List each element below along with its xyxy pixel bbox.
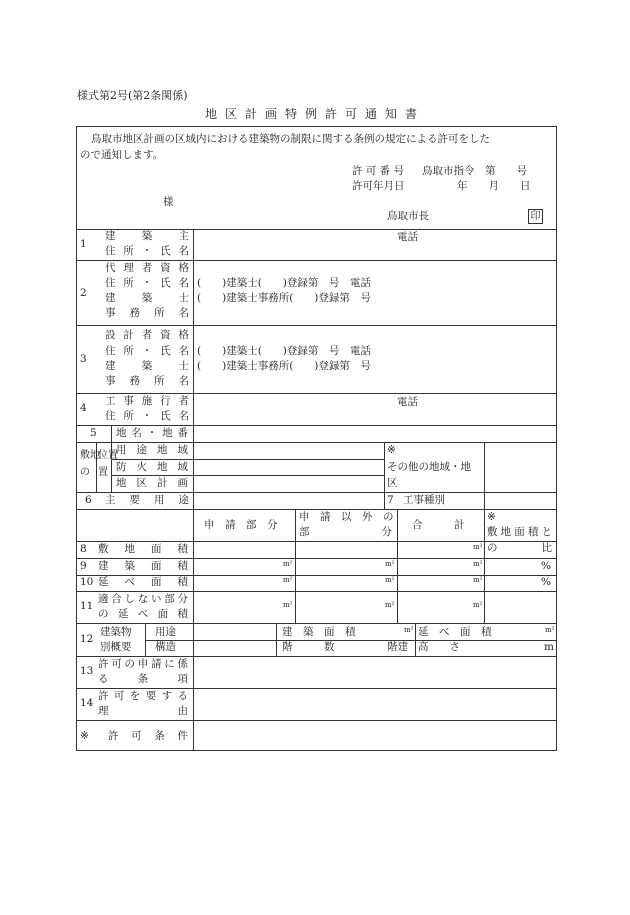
- row-label: 許 可 条 件: [108, 730, 188, 742]
- row-label: 許可の申請に係: [98, 658, 188, 670]
- row-number: 6: [85, 494, 92, 506]
- row-number: 7: [387, 494, 394, 506]
- row-number: 3: [80, 353, 87, 365]
- row-label: 住 所 ・ 氏 名: [105, 345, 189, 357]
- rule: [76, 720, 557, 721]
- rule: [145, 640, 557, 641]
- row-number: 12: [80, 633, 94, 645]
- rule: [415, 623, 416, 656]
- unit-m2: m²: [473, 543, 483, 551]
- intro-line-2: ので通知します。: [80, 149, 164, 161]
- unit-percent: %: [541, 560, 551, 572]
- rule: [384, 442, 385, 509]
- rule: [484, 509, 485, 623]
- permit-date-value[interactable]: 年 月 日: [457, 180, 531, 192]
- site-group-label: の: [80, 467, 90, 478]
- architect-office: ( )建築士事務所( )登録第 号: [197, 292, 371, 304]
- row-number: 14: [80, 697, 94, 709]
- row-label: の 延 べ 面 積: [98, 608, 188, 620]
- row-label: 代理者資格: [105, 262, 189, 274]
- note-mark: ※: [387, 444, 396, 456]
- row-label: 住 所 ・ 氏 名: [105, 410, 189, 422]
- other-district-label: その他の地域・地: [387, 461, 471, 473]
- unit-m2: m²: [283, 576, 293, 584]
- rule: [76, 656, 557, 657]
- row-number: 2: [80, 287, 87, 299]
- unit-m2: m²: [473, 560, 483, 568]
- use-label: 用途: [155, 626, 176, 638]
- row-number: 9: [80, 560, 87, 572]
- site-group-label: 置: [98, 467, 108, 478]
- row-label: 住 所 ・ 氏 名: [105, 245, 189, 257]
- row-number: 11: [80, 600, 94, 612]
- use-district-label: 用途地域: [116, 444, 188, 456]
- row-label: 設計者資格: [105, 329, 189, 341]
- row-label: 建 築 士: [105, 360, 189, 372]
- row-label: 許 可 を 要 す る: [98, 690, 188, 702]
- floors-unit: 階建: [387, 641, 408, 653]
- phone-label: 電話: [397, 396, 418, 408]
- row-label: 延 べ 面 積: [98, 576, 188, 588]
- designer-office: ( )建築士事務所( )登録第 号: [197, 360, 371, 372]
- rule: [193, 229, 194, 492]
- rule: [193, 492, 194, 509]
- phone-label: 電話: [397, 231, 418, 243]
- architect-qualification: ( )建築士( )登録第 号 電話: [197, 277, 371, 289]
- rule: [276, 623, 277, 656]
- unit-m2: m²: [545, 626, 555, 634]
- site-group-label: 位置: [98, 450, 118, 461]
- unit-percent: %: [541, 576, 551, 588]
- permit-number-value[interactable]: 鳥取市指令 第 号: [422, 165, 527, 177]
- unit-m2: m²: [404, 626, 414, 634]
- area-col-total: 合 計: [412, 519, 465, 531]
- rule: [295, 509, 296, 623]
- issuer-name: 鳥取市長: [387, 210, 429, 222]
- rule: [76, 688, 557, 689]
- permit-number-label: 許 可 番 号: [352, 165, 405, 177]
- area-col-other: 申 請 以 外 の: [299, 511, 394, 523]
- building-area-label: 建 築 面 積: [282, 626, 356, 638]
- rule: [193, 509, 194, 623]
- row-label: 別概要: [100, 641, 132, 653]
- unit-m: m: [544, 641, 554, 653]
- form-number: 様式第2号(第2条関係): [77, 89, 188, 102]
- floors-label: 階 数: [282, 641, 335, 653]
- row-label: 主 要 用 途: [105, 494, 189, 506]
- fire-district-label: 防火地域: [116, 461, 188, 473]
- rule: [76, 393, 557, 394]
- site-group-label: 敷地: [80, 450, 100, 461]
- floor-area-label: 延 べ 面 積: [418, 626, 492, 638]
- area-col-ratio: 敷地面積と: [487, 526, 552, 538]
- row-label: 建 築 主: [105, 230, 189, 242]
- unit-m2: m²: [283, 601, 293, 609]
- note-mark: ※: [80, 730, 89, 742]
- row-label: 地名・地番: [116, 427, 188, 439]
- row-label: 住 所 ・ 氏 名: [105, 277, 189, 289]
- row-number: 1: [80, 238, 87, 250]
- row-label: 建 築 面 積: [98, 560, 188, 572]
- designer-qualification: ( )建築士( )登録第 号 電話: [197, 345, 371, 357]
- unit-m2: m²: [385, 560, 395, 568]
- rule: [76, 425, 557, 426]
- seal-stamp: 印: [528, 209, 543, 224]
- row-label: 工事施行者: [105, 395, 189, 407]
- row-label: 敷 地 面 積: [98, 543, 188, 555]
- rule: [76, 260, 557, 261]
- construction-type-label: 工事種別: [403, 494, 445, 506]
- unit-m2: m²: [473, 576, 483, 584]
- row-number: 5: [90, 427, 97, 439]
- structure-label: 構造: [155, 641, 176, 653]
- district-plan-label: 地区計画: [116, 477, 188, 489]
- row-number: 13: [80, 665, 94, 677]
- document-title: 地区計画特例許可通知書: [204, 107, 425, 121]
- rule: [145, 623, 146, 656]
- row-number: 10: [80, 576, 94, 588]
- row-label: 建築物: [100, 626, 132, 638]
- area-col-applied: 申 請 部 分: [204, 519, 278, 531]
- rule: [111, 459, 384, 460]
- unit-m2: m²: [385, 576, 395, 584]
- rule: [193, 623, 194, 751]
- note-mark: ※: [487, 511, 496, 523]
- permit-date-label: 許可年月日: [352, 180, 405, 192]
- rule: [76, 325, 557, 326]
- unit-m2: m²: [473, 601, 483, 609]
- unit-m2: m²: [385, 601, 395, 609]
- rule: [111, 475, 384, 476]
- other-district-label: 区: [387, 477, 398, 489]
- area-col-other: 部 分: [299, 526, 392, 538]
- addressee-suffix: 様: [163, 196, 174, 208]
- row-label: 事 務 所 名: [105, 307, 189, 319]
- row-label: 事 務 所 名: [105, 375, 189, 387]
- height-label: 高 さ: [418, 641, 460, 653]
- intro-line-1: 鳥取市地区計画の区域内における建築物の制限に関する条例の規定による許可をした: [91, 133, 490, 145]
- rule: [484, 442, 485, 509]
- row-number: 8: [80, 543, 87, 555]
- row-label: る 条 項: [98, 673, 188, 685]
- row-label: 建 築 士: [105, 292, 189, 304]
- rule: [397, 509, 398, 623]
- row-label: 適合しない部分: [98, 593, 188, 605]
- area-col-ratio: の 比: [487, 542, 552, 554]
- rule: [76, 623, 557, 624]
- row-label: 理 由: [98, 705, 188, 717]
- row-number: 4: [80, 402, 87, 414]
- unit-m2: m²: [283, 560, 293, 568]
